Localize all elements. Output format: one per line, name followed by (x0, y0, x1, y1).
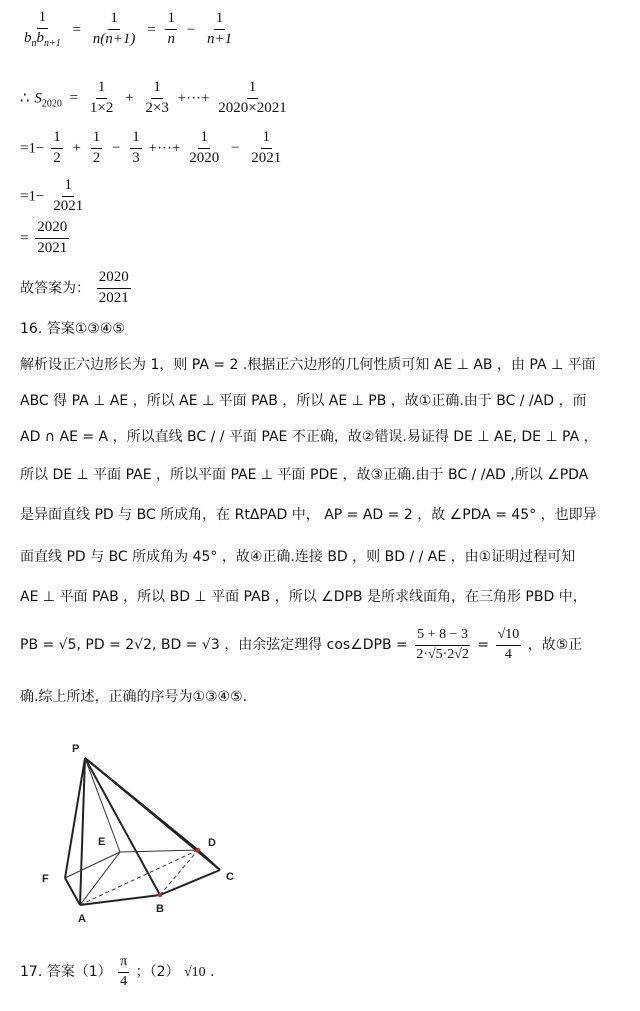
edge-bd (160, 850, 198, 895)
edge-cd (198, 850, 220, 870)
label-f: F (42, 873, 49, 885)
edge-ab (80, 895, 160, 905)
fraction: $\frac{1}{2}$ (53, 129, 61, 166)
label-e: E (98, 836, 106, 848)
right-angle-mark-d (196, 848, 200, 852)
fraction: $\frac{1}{2020\times 2021}$ (218, 79, 287, 116)
fraction: $\frac{1}{2\times 3}$ (145, 79, 169, 116)
fraction: $\frac{1}{2}$ (92, 129, 101, 166)
q16-paragraph-6: 面直线 PD 与 BC 所成角为 45° ，故④正确.连接 BD ，则 BD / / AE ，由①证明过程可知 (20, 549, 576, 565)
fraction: $\frac{1}{n}$ (167, 10, 175, 48)
formula-line-sum: ∴ $S_{2020}$ = $\frac{1}{1\times 2}$ + $\frac{1}{2\times 3}$ +···+ $\frac{1}{2020\times 2021}$ (20, 79, 287, 116)
fraction: $\frac{1}{n+1}$ (206, 10, 233, 48)
formula-line-3: =1− $\frac{1}{2}$ + $\frac{1}{2}$ − $\frac{1}{3}$ +···+ $\frac{1}{2020}$ − $\frac{1}{2021}$ (20, 129, 282, 166)
formula-line-4: =1− $\frac{1}{2021}$ (20, 177, 84, 214)
formula-line-5: = $\frac{2020}{2021}$ (20, 219, 68, 256)
label-a: A (78, 913, 86, 925)
edge-fa (65, 878, 80, 905)
q16-paragraph-9: 确.综上所述，正确的序号为①③④⑤. (20, 689, 248, 705)
q16-paragraph-7: AE ⊥ 平面 PAB ，所以 BD ⊥ 平面 PAB ，所以 ∠DPB 是所求线面角，在三角形 PBD 中， (20, 589, 587, 605)
right-angle-mark-b (158, 893, 162, 897)
label-p: P (72, 743, 80, 755)
edge-pb (85, 758, 160, 895)
edge-ed (120, 850, 198, 852)
fraction: $\frac{5 + 8 - 3}{2\cdot√5\cdot 2√2}$ (416, 627, 469, 662)
answer-15: 故答案为： $\frac{2020}{2021}$ (20, 269, 129, 306)
fraction: $\frac{2020}{2021}$ (37, 219, 68, 256)
label-b: B (156, 903, 164, 915)
q16-heading: 16. 答案①③④⑤ (20, 321, 125, 337)
formula-line-1: $\frac{1}{b_nb_{n+1}}$ = $\frac{1}{n(n+1)}$ = $\frac{1}{n}$ − $\frac{1}{n+1}$ (24, 9, 233, 49)
pyramid-figure (30, 740, 270, 934)
fraction: $\frac{1}{3}$ (132, 129, 140, 166)
fraction: $\frac{2020}{2021}$ (98, 269, 129, 306)
edge-bc (160, 870, 220, 895)
q16-paragraph-3: AD ∩ AE = A ，所以直线 BC / / 平面 PAE 不正确，故②错误.易证得 DE ⊥ AE, DE ⊥ PA ， (20, 429, 598, 445)
q16-paragraph-4: 所以 DE ⊥ 平面 PAE ，所以平面 PAE ⊥ 平面 PDE ，故③正确.由于 BC / /AD ,所以 ∠PDA (20, 467, 589, 483)
q16-paragraph-2: ABC 得 PA ⊥ AE ，所以 AE ⊥ 平面 PAB ，所以 AE ⊥ PB ，故①正确.由于 BC / /AD ，而 (20, 393, 587, 409)
q16-paragraph-8: PB = √5, PD = 2√2, BD = √3 ，由余弦定理得 cos∠DPB = $\frac{5 + 8 - 3}{2\cdot√5\cdot 2√2}$ = $\frac{√10}{4}$ ，故⑤正 (20, 627, 583, 662)
q17-answer: 17. 答案（1） $\frac{\pi}{4}$ ；（2） √10 . (20, 954, 215, 989)
fraction: $\frac{1}{2021}$ (251, 129, 282, 166)
pyramid-diagram (30, 740, 270, 930)
fraction: $\frac{1}{2020}$ (189, 129, 220, 166)
edge-ae (80, 852, 120, 905)
fraction: $\frac{1}{1\times 2}$ (89, 79, 114, 116)
q16-paragraph-5: 是异面直线 PD 与 BC 所成角，在 RtΔPAD 中， AP = AD = 2 ，故 ∠PDA = 45° ，也即异 (20, 507, 597, 523)
label-c: C (226, 871, 234, 883)
edge-fe (65, 852, 120, 878)
fraction: $\frac{1}{n(n+1)}$ (92, 10, 136, 48)
fraction: $\frac{\pi}{4}$ (120, 954, 128, 989)
fraction: $\frac{1}{b_nb_{n+1}}$ (24, 9, 61, 49)
fraction: $\frac{√10}{4}$ (497, 627, 520, 662)
label-d: D (208, 837, 216, 849)
fraction: $\frac{1}{2021}$ (53, 177, 84, 214)
q16-paragraph-1: 解析设正六边形长为 1，则 PA = 2 .根据正六边形的几何性质可知 AE ⊥ AB ，由 PA ⊥ 平面 (20, 357, 596, 373)
